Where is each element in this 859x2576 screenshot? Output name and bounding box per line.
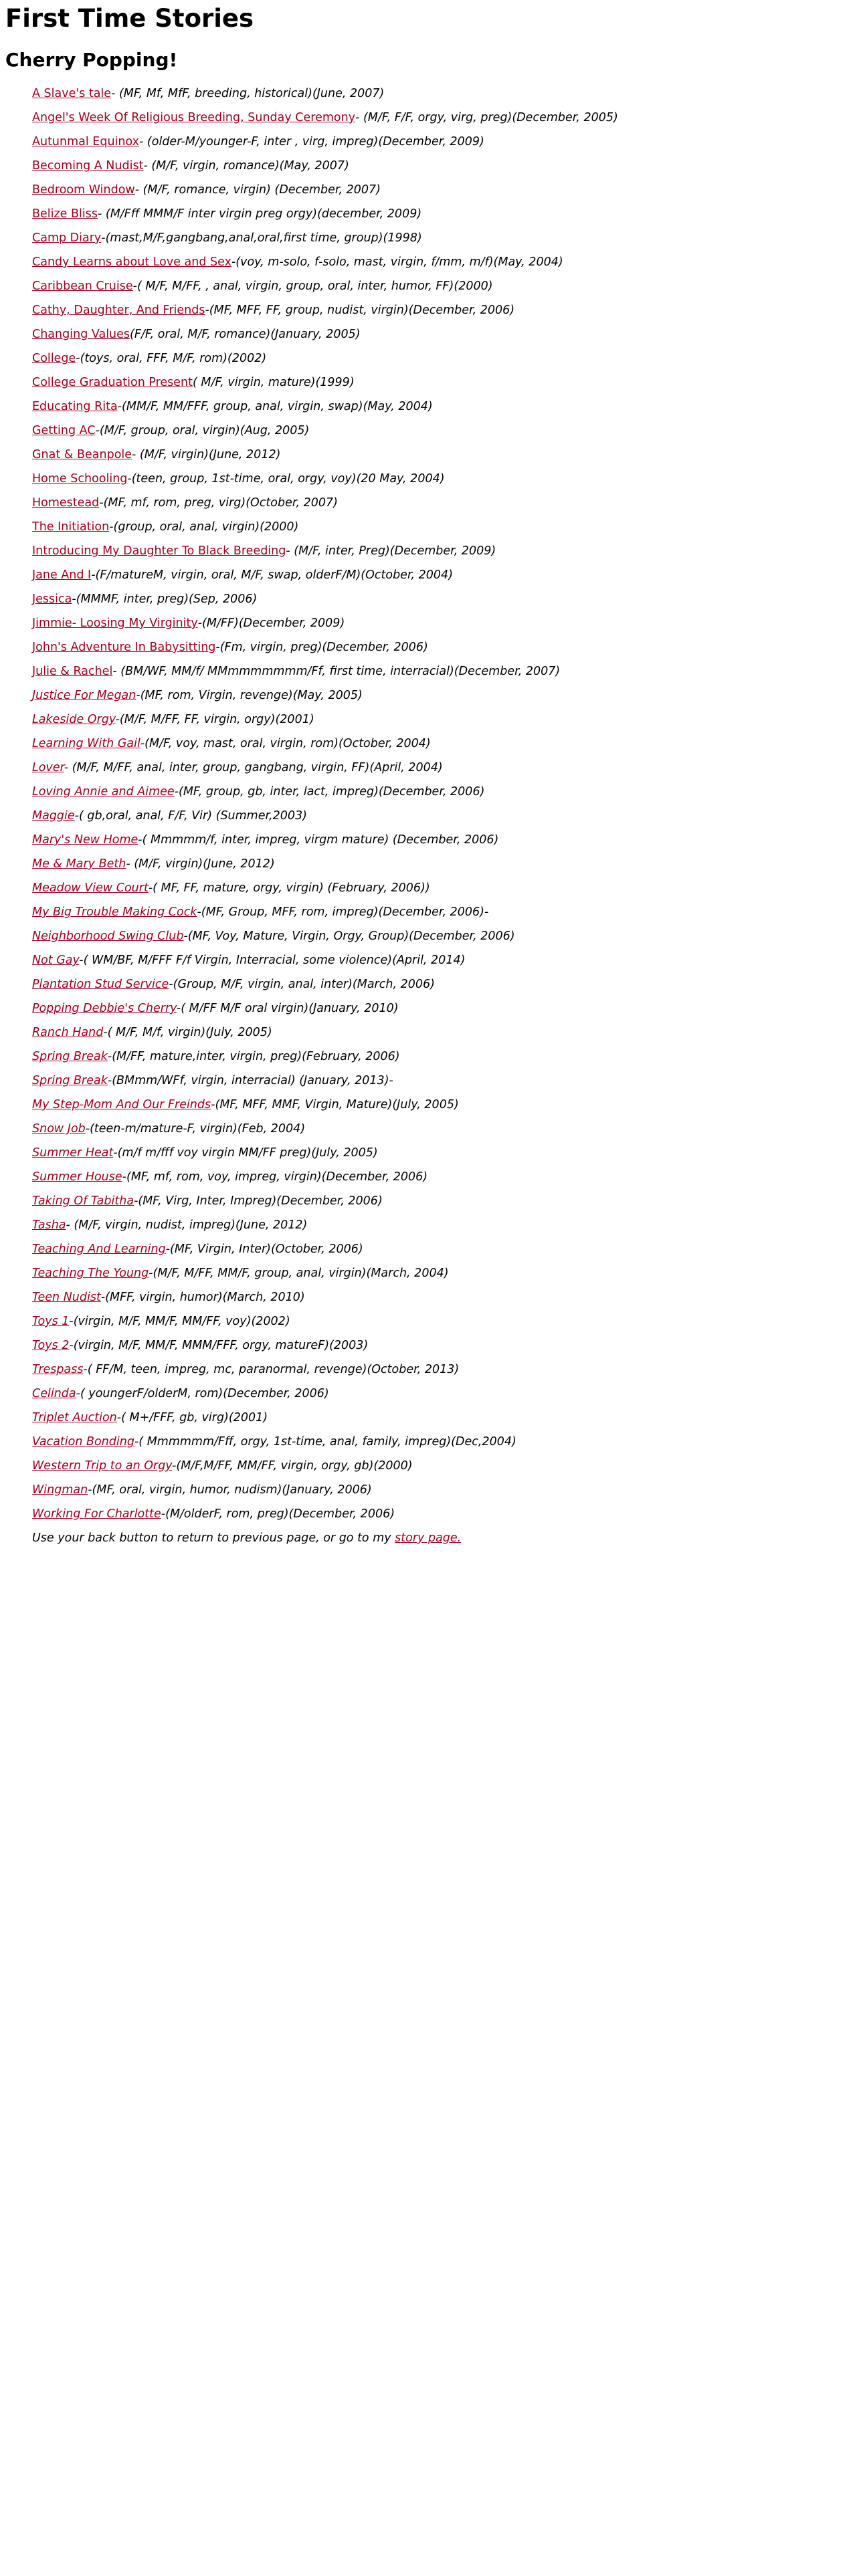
story-tags: - (M/Fff MMM/F inter virgin preg orgy)(december, 2009) [97, 207, 422, 221]
story-tags: -(MF, mf, rom, voy, impreg, virgin)(December, 2006) [122, 1170, 428, 1184]
story-link[interactable]: Introducing My Daughter To Black Breeding [32, 544, 286, 558]
story-item [32, 250, 854, 274]
story-item [32, 611, 854, 635]
story-item [32, 972, 854, 996]
story-link[interactable]: Me & Mary Beth [32, 857, 126, 871]
story-item [32, 780, 854, 804]
story-tags: - (M/F, virgin)(June, 2012) [132, 448, 281, 461]
story-item [32, 1021, 854, 1045]
story-tags: - (M/F, virgin, nudist, impreg)(June, 2012) [66, 1218, 308, 1232]
story-tags: -(m/f m/fff voy virgin MM/FF preg)(July, 2005) [113, 1146, 378, 1160]
story-tags: -( M/F, M/FF, , anal, virgin, group, oral, inter, humor, FF)(2000) [132, 280, 493, 293]
story-tags: -( youngerF/olderM, rom)(December, 2006) [76, 1387, 329, 1400]
story-tags: -(M/F, group, oral, virgin)(Aug, 2005) [95, 424, 310, 437]
story-link[interactable]: Working For Charlotte [32, 1507, 161, 1521]
story-link[interactable]: Western Trip to an Orgy [32, 1459, 173, 1473]
story-tags: -( M/FF M/F oral virgin)(January, 2010) [176, 1002, 399, 1015]
story-item [32, 1454, 854, 1478]
story-link[interactable]: Not Gay [32, 954, 80, 967]
story-item [32, 298, 854, 322]
story-item [32, 346, 854, 370]
story-tags: -(teen-m/mature-F, virgin)(Feb, 2004) [85, 1122, 306, 1136]
story-link[interactable]: Jane And I [32, 568, 92, 582]
story-tags: -(M/FF, mature,inter, virgin, preg)(February, 2006) [107, 1050, 400, 1063]
page-title: First Time Stories [5, 4, 254, 33]
story-item [32, 635, 854, 659]
story-tags: -(toys, oral, FFF, M/F, rom)(2002) [76, 352, 267, 365]
story-link[interactable]: Getting AC [32, 424, 96, 437]
story-tags: -(MF, rom, Virgin, revenge)(May, 2005) [136, 689, 363, 702]
story-link[interactable]: Home Schooling [32, 472, 128, 486]
story-link[interactable]: Loving Annie and Aimee [32, 785, 175, 798]
story-link[interactable]: Learning With Gail [32, 737, 140, 750]
story-tags: - (MF, Mf, MfF, breeding, historical)(June, 2007) [111, 87, 385, 100]
story-link[interactable]: Summer Heat [32, 1146, 114, 1160]
story-item [32, 948, 854, 972]
story-link[interactable]: A Slave's tale [32, 87, 112, 100]
story-tags: ( M/F, virgin, mature)(1999) [193, 376, 355, 389]
story-link[interactable]: Taking Of Tabitha [32, 1194, 134, 1208]
story-item [32, 1333, 854, 1358]
story-tags: -(virgin, M/F, MM/F, MM/FF, voy)(2002) [69, 1315, 290, 1328]
story-link[interactable]: Gnat & Beanpole [32, 448, 132, 461]
story-link[interactable]: Belize Bliss [32, 207, 98, 221]
story-tags: -(Group, M/F, virgin, anal, inter)(March, 2006) [169, 978, 435, 991]
story-item [32, 419, 854, 443]
story-tags: -(MF, group, gb, inter, lact, impreg)(December, 2006) [174, 785, 485, 798]
footer-text: Use your back button to return to previous page, or go to my [32, 1531, 395, 1545]
story-item [32, 1189, 854, 1213]
story-link[interactable]: Changing Values [32, 328, 130, 341]
story-link[interactable]: Lakeside Orgy [32, 713, 116, 726]
story-item [32, 274, 854, 298]
story-item [32, 1237, 854, 1261]
story-tags: - (M/F, virgin)(June, 2012) [126, 857, 275, 871]
story-link[interactable]: Camp Diary [32, 231, 102, 245]
story-item [32, 828, 854, 852]
story-link[interactable]: Mary's New Home [32, 833, 138, 847]
story-item [32, 1117, 854, 1141]
story-tags: -( M+/FFF, gb, virg)(2001) [116, 1411, 268, 1424]
story-link[interactable]: Summer House [32, 1170, 122, 1184]
story-tags: -(MF, Group, MFF, rom, impreg)(December, 2006)- [197, 905, 489, 919]
story-tags: -(M/F,M/FF, MM/FF, virgin, orgy, gb)(2000) [172, 1459, 413, 1473]
story-link[interactable]: Bedroom Window [32, 183, 135, 197]
story-item [32, 1045, 854, 1069]
story-item [32, 756, 854, 780]
story-tags: -(M/olderF, rom, preg)(December, 2006) [161, 1507, 395, 1521]
story-item [32, 900, 854, 924]
story-item [32, 467, 854, 491]
story-item [32, 491, 854, 515]
story-item [32, 178, 854, 202]
story-link[interactable]: Autunmal Equinox [32, 135, 140, 148]
section-title: Cherry Popping! [5, 49, 178, 71]
story-link[interactable]: Snow Job [32, 1122, 86, 1136]
story-item [32, 1309, 854, 1333]
story-link[interactable]: Homestead [32, 496, 100, 510]
story-tags: -(M/F, M/FF, FF, virgin, orgy)(2001) [115, 713, 314, 726]
story-link[interactable]: Lover [32, 761, 64, 774]
story-item [32, 852, 854, 876]
story-tags: -( MF, FF, mature, orgy, virgin) (February, 2006)) [148, 881, 430, 895]
story-item [32, 1406, 854, 1430]
story-tags: -(MM/F, MM/FFF, group, anal, virgin, swap)(May, 2004) [117, 400, 433, 413]
story-tags: -(mast,M/F,gangbang,anal,oral,first time, group)(1998) [101, 231, 422, 245]
story-link[interactable]: Teen Nudist [32, 1291, 101, 1304]
story-link[interactable]: My Big Trouble Making Cock [32, 905, 197, 919]
story-link[interactable]: Popping Debbie's Cherry [32, 1002, 177, 1015]
story-item [32, 1285, 854, 1309]
story-tags: -(virgin, M/F, MM/F, MMM/FFF, orgy, matureF)(2003) [69, 1339, 369, 1352]
story-tags: - (M/F, virgin, romance)(May, 2007) [143, 159, 349, 173]
story-tags: -(F/matureM, virgin, oral, M/F, swap, olderF/M)(October, 2004) [91, 568, 454, 582]
story-item [32, 1261, 854, 1285]
story-tags: -( gb,oral, anal, F/F, Vir) (Summer,2003) [74, 809, 308, 823]
story-item [32, 587, 854, 611]
story-tags: - (BM/WF, MM/f/ MMmmmmmmm/Ff, first time, interracial)(December, 2007) [112, 665, 561, 678]
story-item [32, 708, 854, 732]
story-tags: - (older-M/younger-F, inter , virg, impreg)(December, 2009) [139, 135, 484, 148]
story-item [32, 804, 854, 828]
story-link[interactable]: Candy Learns about Love and Sex [32, 255, 231, 269]
story-link[interactable]: Celinda [32, 1387, 76, 1400]
story-link[interactable]: My Step-Mom And Our Freinds [32, 1098, 211, 1111]
story-item [32, 1213, 854, 1237]
story-tags: -(Fm, virgin, preg)(December, 2006) [215, 641, 428, 654]
story-item [32, 563, 854, 587]
story-item [32, 515, 854, 539]
story-link[interactable]: The Initiation [32, 520, 110, 534]
story-link[interactable]: Plantation Stud Service [32, 978, 169, 991]
story-link[interactable]: Toys 2 [32, 1339, 70, 1352]
story-link[interactable]: Trespass [32, 1363, 84, 1376]
story-tags: -( M/F, M/f, virgin)(July, 2005) [103, 1026, 272, 1039]
story-item [32, 322, 854, 346]
story-link[interactable]: Triplet Auction [32, 1411, 117, 1424]
story-link[interactable]: Tasha [32, 1218, 66, 1232]
story-link[interactable]: Julie & Rachel [32, 665, 113, 678]
story-link[interactable]: Wingman [32, 1483, 88, 1497]
story-tags: - (M/F, inter, Preg)(December, 2009) [286, 544, 496, 558]
story-tags: -( Mmmmmm/Fff, orgy, 1st-time, anal, family, impreg)(Dec,2004) [134, 1435, 516, 1448]
story-item [32, 154, 854, 178]
story-link[interactable]: Teaching The Young [32, 1267, 149, 1280]
story-item [32, 443, 854, 467]
story-link[interactable]: Cathy, Daughter, And Friends [32, 304, 205, 317]
story-tags: -(MF, MFF, MMF, Virgin, Mature)(July, 2005) [211, 1098, 459, 1111]
story-tags: (F/F, oral, M/F, romance)(January, 2005) [130, 328, 361, 341]
story-tags: - (M/F, M/FF, anal, inter, group, gangbang, virgin, FF)(April, 2004) [64, 761, 443, 774]
story-tags: -(M/FF)(December, 2009) [197, 617, 345, 630]
story-tags: -(MFF, virgin, humor)(March, 2010) [100, 1291, 305, 1304]
story-tags: -(voy, m-solo, f-solo, mast, virgin, f/mm, m/f)(May, 2004) [231, 255, 563, 269]
story-item [32, 539, 854, 563]
story-item [32, 1165, 854, 1189]
story-link[interactable]: Spring Break [32, 1074, 108, 1087]
story-item [32, 683, 854, 708]
story-item [32, 876, 854, 900]
story-list [5, 82, 854, 1526]
story-item [32, 659, 854, 683]
story-item [32, 202, 854, 226]
story-tags: -(M/F, M/FF, MM/F, group, anal, virgin)(March, 2004) [149, 1267, 449, 1280]
story-tags: -(MF, mf, rom, preg, virg)(October, 2007) [99, 496, 338, 510]
story-tags: -(MF, Voy, Mature, Virgin, Orgy, Group)(December, 2006) [183, 930, 515, 943]
story-link[interactable]: Angel's Week Of Religious Breeding, Sunday Ceremony [32, 111, 356, 124]
story-link[interactable]: Spring Break [32, 1050, 108, 1063]
story-link[interactable]: Ranch Hand [32, 1026, 104, 1039]
story-link[interactable]: Vacation Bonding [32, 1435, 134, 1448]
story-item [32, 1358, 854, 1382]
story-tags: - (M/F, F/F, orgy, virg, preg)(December, 2005) [355, 111, 618, 124]
story-link[interactable]: Educating Rita [32, 400, 118, 413]
story-link[interactable]: Caribbean Cruise [32, 280, 133, 293]
story-tags: -(M/F, voy, mast, oral, virgin, rom)(October, 2004) [140, 737, 431, 750]
story-tags: -(teen, group, 1st-time, oral, orgy, voy)(20 May, 2004) [127, 472, 445, 486]
story-tags: - (M/F, romance, virgin) (December, 2007) [134, 183, 381, 197]
story-item [32, 395, 854, 419]
story-link[interactable]: Jessica [32, 593, 72, 606]
story-item [32, 1502, 854, 1526]
story-item [32, 226, 854, 250]
story-page-link[interactable]: story page. [395, 1531, 462, 1545]
story-link[interactable]: Teaching And Learning [32, 1243, 166, 1256]
story-tags: -(MF, MFF, FF, group, nudist, virgin)(December, 2006) [205, 304, 515, 317]
story-item [32, 1478, 854, 1502]
story-tags: -( WM/BF, M/FFF F/f Virgin, Interracial, some violence)(April, 2014) [79, 954, 466, 967]
story-item [32, 1069, 854, 1093]
story-item [32, 106, 854, 130]
story-item [32, 82, 854, 106]
story-link[interactable]: Maggie [32, 809, 75, 823]
story-item [32, 1382, 854, 1406]
story-item [32, 732, 854, 756]
footer-note [5, 1526, 854, 1550]
story-tags: -(group, oral, anal, virgin)(2000) [109, 520, 299, 534]
story-tags: -( FF/M, teen, impreg, mc, paranormal, revenge)(October, 2013) [83, 1363, 460, 1376]
story-link[interactable]: College Graduation Present [32, 376, 193, 389]
story-item [32, 1430, 854, 1454]
story-link[interactable]: Becoming A Nudist [32, 159, 144, 173]
story-link[interactable]: Toys 1 [32, 1315, 70, 1328]
story-tags: -(MMMF, inter, preg)(Sep, 2006) [72, 593, 258, 606]
story-link[interactable]: Neighborhood Swing Club [32, 930, 184, 943]
story-tags: -(MF, Virg, Inter, Impreg)(December, 2006) [134, 1194, 383, 1208]
story-item [32, 1093, 854, 1117]
story-item [32, 130, 854, 154]
story-item [32, 1141, 854, 1165]
story-tags: -(MF, oral, virgin, humor, nudism)(January, 2006) [88, 1483, 372, 1497]
story-tags: -( Mmmmm/f, inter, impreg, virgm mature) (December, 2006) [138, 833, 499, 847]
story-item [32, 996, 854, 1021]
story-item [32, 924, 854, 948]
story-tags: -(MF, Virgin, Inter)(October, 2006) [165, 1243, 363, 1256]
story-link[interactable]: Justice For Megan [32, 689, 136, 702]
story-tags: -(BMmm/WFf, virgin, interracial) (January, 2013)- [107, 1074, 393, 1087]
story-item [32, 370, 854, 395]
story-link[interactable]: Jimmie- Loosing My Virginity [32, 617, 198, 630]
story-link[interactable]: College [32, 352, 76, 365]
story-link[interactable]: John's Adventure In Babysitting [32, 641, 216, 654]
story-link[interactable]: Meadow View Court [32, 881, 149, 895]
